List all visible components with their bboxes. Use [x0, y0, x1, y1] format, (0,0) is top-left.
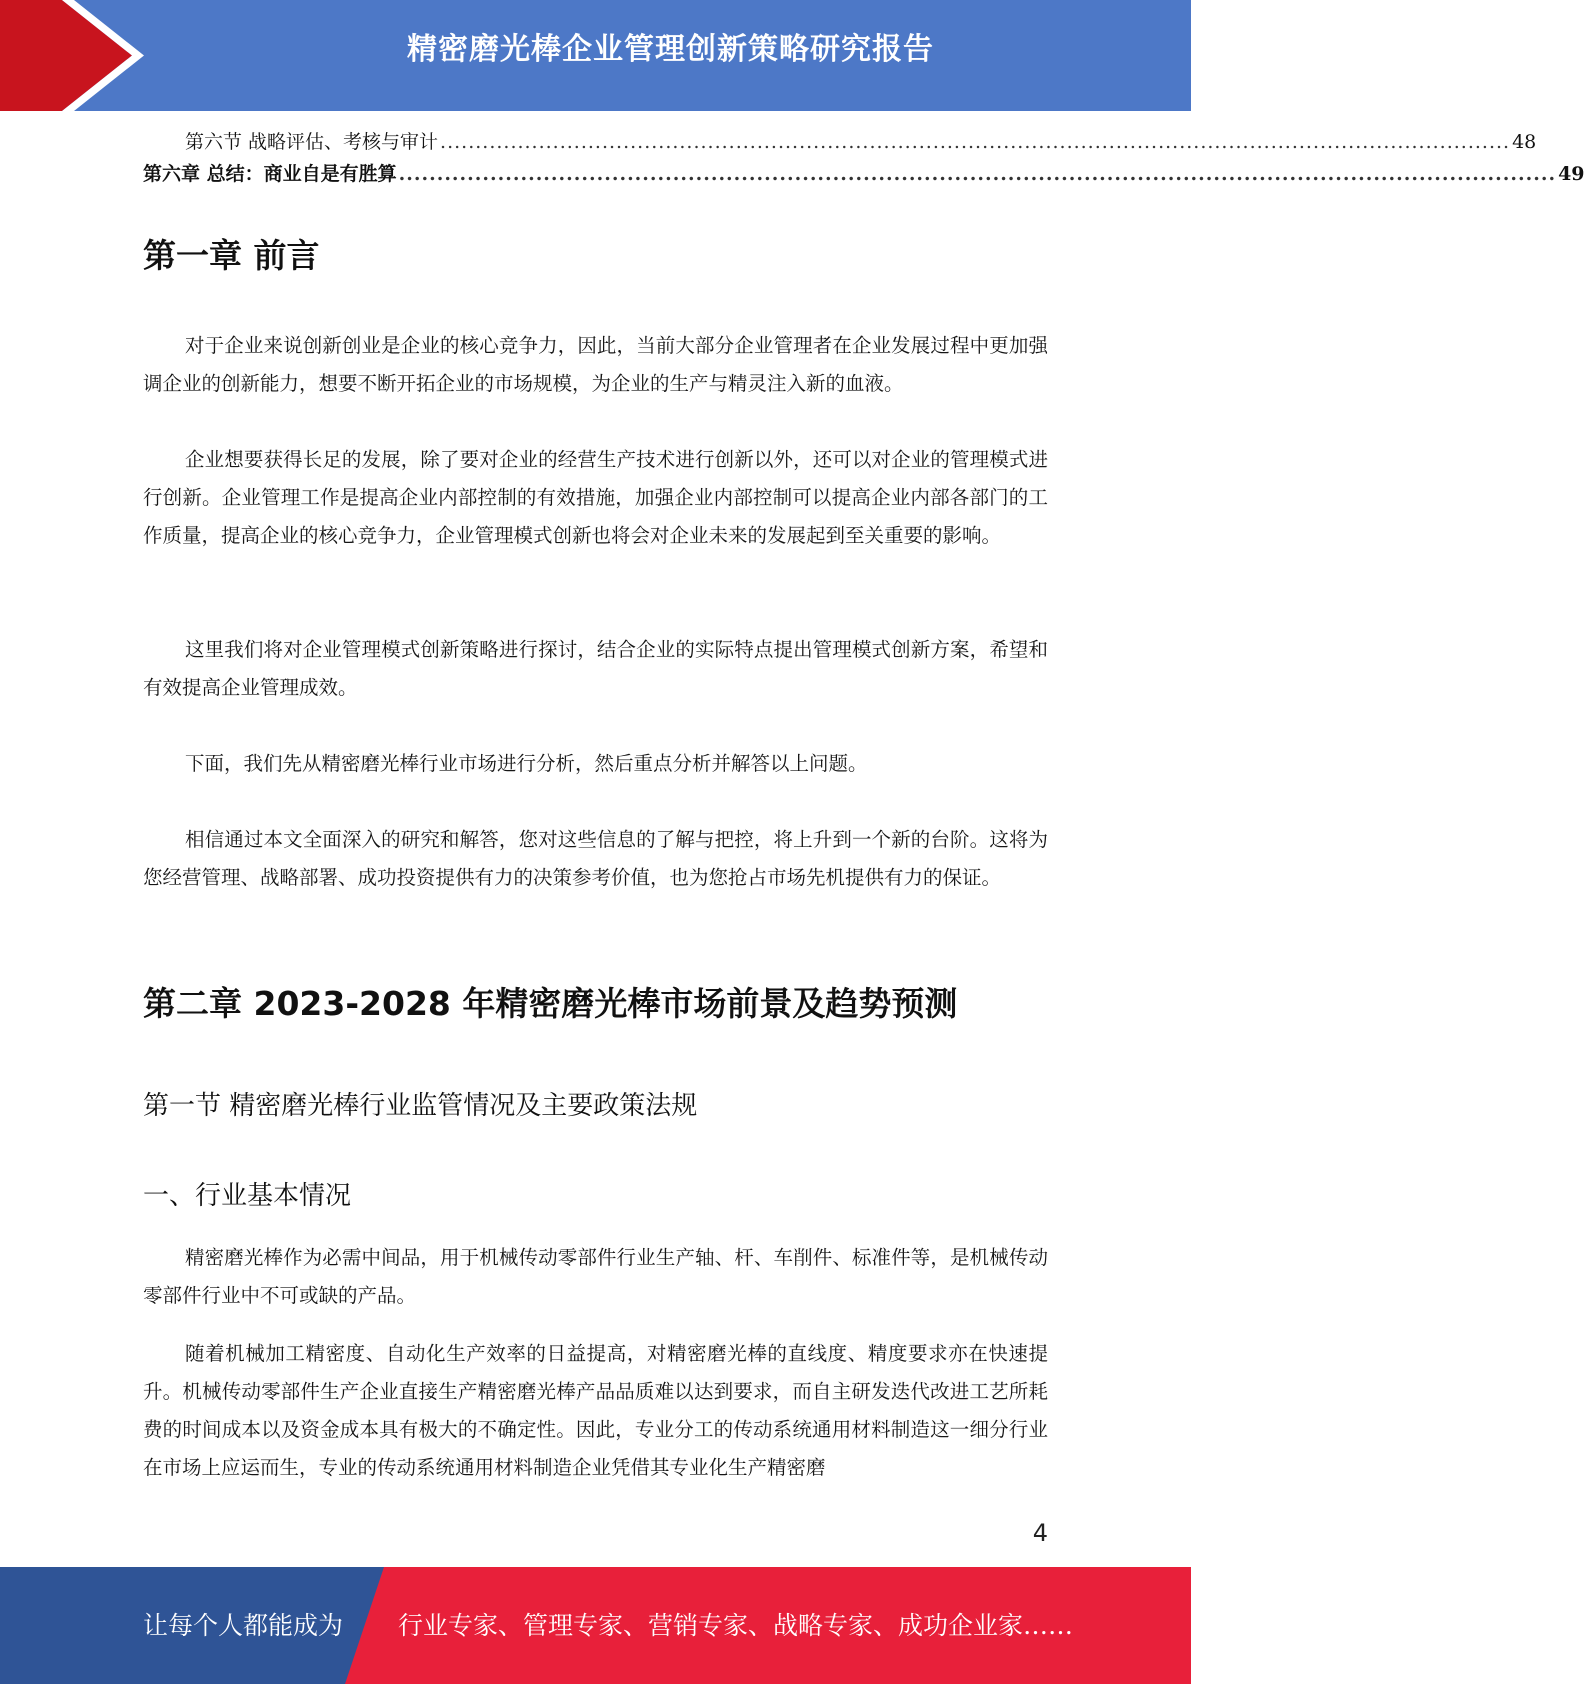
subsection-heading: 一、行业基本情况 [143, 1181, 352, 1211]
toc-page-number: 49 [1558, 163, 1585, 185]
toc-entry-label: 第六章 总结：商业自是有胜算 [143, 163, 397, 185]
toc-entry-chapter-6[interactable] [143, 159, 1585, 191]
report-footer-band [0, 1567, 1191, 1684]
body-paragraph: 对于企业来说创新创业是企业的核心竞争力，因此，当前大部分企业管理者在企业发展过程中更加强调企业的创新能力，想要不断开拓企业的市场规模，为企业的生产与精灵注入新的血液。 [143, 334, 1048, 395]
toc-leader-dots: ........................................................................................................................................................ [398, 163, 1557, 185]
body-paragraph: 精密磨光棒作为必需中间品，用于机械传动零部件行业生产轴、杆、车削件、标准件等，是机械传动零部件行业中不可或缺的产品。 [143, 1246, 1048, 1307]
chapter-2-heading: 第二章 2023-2028 年精密磨光棒市场前景及趋势预测 [143, 984, 958, 1023]
footer-slogan-left: 让每个人都能成为 [143, 1611, 344, 1640]
chapter-1-heading: 第一章 前言 [143, 236, 320, 275]
page-number: 4 [1032, 1519, 1048, 1547]
report-header-band [0, 0, 1191, 111]
section-1-heading: 第一节 精密磨光棒行业监管情况及主要政策法规 [143, 1091, 698, 1121]
footer-slogan-right: 行业专家、管理专家、营销专家、战略专家、成功企业家…… [398, 1611, 1074, 1640]
body-paragraph: 随着机械加工精密度、自动化生产效率的日益提高，对精密磨光棒的直线度、精度要求亦在快速提升。机械传动零部件生产企业直接生产精密磨光棒产品品质难以达到要求，而自主研发迭代改进工艺所耗费的时间成本以及资金成本具有极大的不确定性。因此，专业分工的传动系统通用材料制造这一细分行业在市场上应运而生，专业的传动系统通用材料制造企业凭借其专业化生产精密磨 [143, 1342, 1048, 1479]
toc-page-number: 48 [1512, 131, 1537, 153]
toc-leader-dots: ........................................................................................................................................................ [440, 131, 1511, 153]
body-paragraph: 下面，我们先从精密磨光棒行业市场进行分析，然后重点分析并解答以上问题。 [185, 752, 868, 775]
report-title: 精密磨光棒企业管理创新策略研究报告 [407, 32, 934, 67]
toc-entry-section-6[interactable] [143, 127, 1537, 159]
red-chevron-icon [0, 0, 160, 111]
body-paragraph: 这里我们将对企业管理模式创新策略进行探讨，结合企业的实际特点提出管理模式创新方案，希望和有效提高企业管理成效。 [143, 638, 1048, 699]
table-of-contents [143, 127, 1585, 191]
body-paragraph: 相信通过本文全面深入的研究和解答，您对这些信息的了解与把控，将上升到一个新的台阶。这将为您经营管理、战略部署、成功投资提供有力的决策参考价值，也为您抢占市场先机提供有力的保证。 [143, 828, 1048, 889]
toc-entry-label: 第六节 战略评估、考核与审计 [185, 131, 439, 153]
body-paragraph: 企业想要获得长足的发展，除了要对企业的经营生产技术进行创新以外，还可以对企业的管理模式进行创新。企业管理工作是提高企业内部控制的有效措施，加强企业内部控制可以提高企业内部各部门的工作质量，提高企业的核心竞争力，企业管理模式创新也将会对企业未来的发展起到至关重要的影响。 [143, 448, 1048, 547]
